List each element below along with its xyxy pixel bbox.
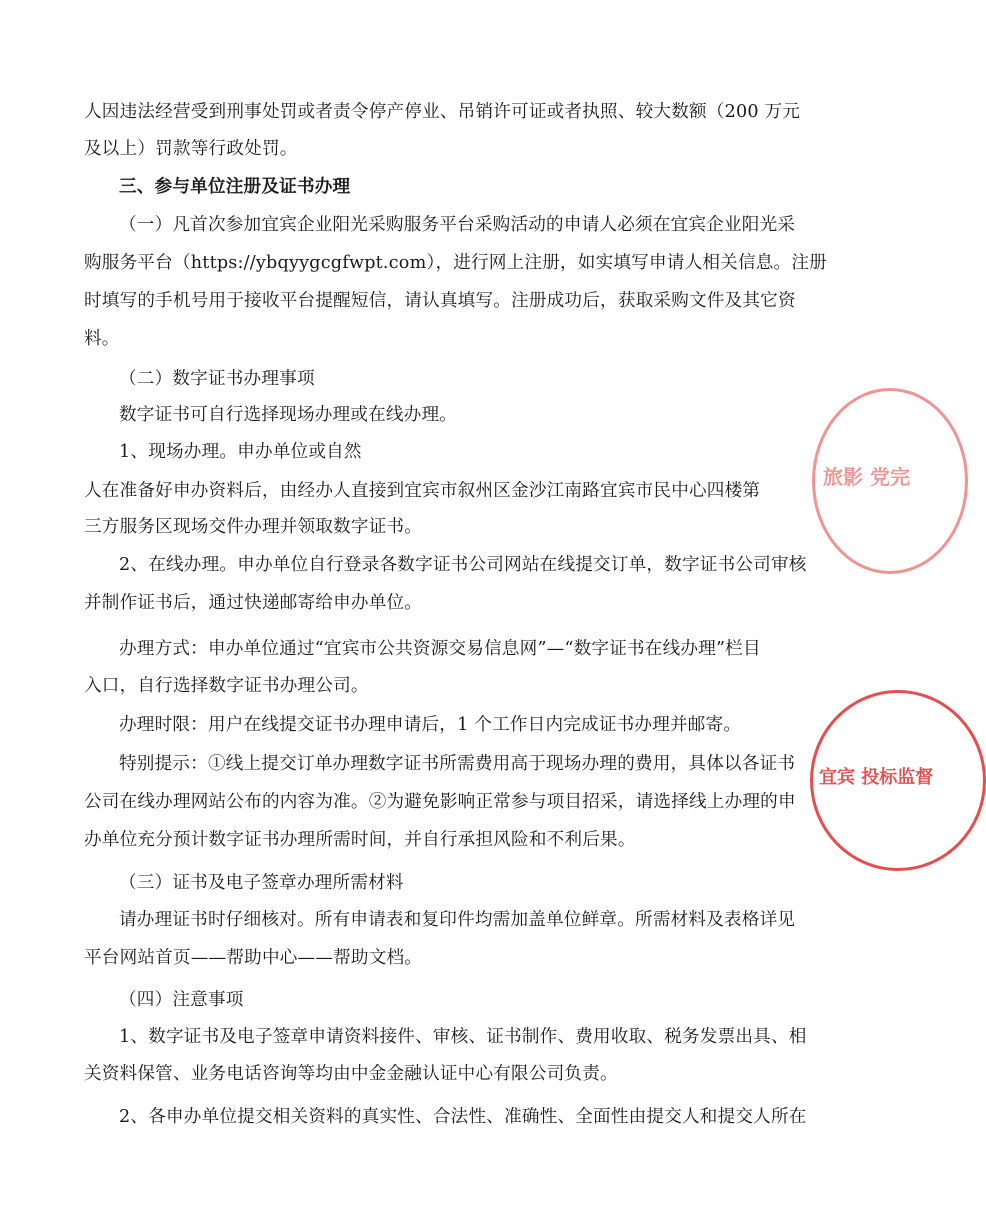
paragraph-line: 2、各申办单位提交相关资料的真实性、合法性、准确性、全面性由提交人和提交人所在 (119, 1107, 807, 1127)
red-seal-stamp (810, 690, 986, 871)
subsection-heading: （二）数字证书办理事项 (119, 369, 315, 389)
paragraph-line: 并制作证书后，通过快递邮寄给申办单位。 (84, 593, 423, 613)
paragraph-line: 人在准备好申办资料后，由经办人直接到宜宾市叙州区金沙江南路宜宾市民中心四楼第 (84, 481, 761, 501)
paragraph-line: 人因违法经营受到刑事处罚或者责令停产停业、吊销许可证或者执照、较大数额（200 万元 (84, 102, 801, 122)
paragraph-line: 请办理证书时仔细核对。所有申请表和复印件均需加盖单位鲜章。所需材料及表格详见 (119, 910, 796, 930)
paragraph-line: （一）凡首次参加宜宾企业阳光采购服务平台采购活动的申请人必须在宜宾企业阳光采 (119, 215, 796, 235)
section-heading: 三、参与单位注册及证书办理 (119, 176, 351, 197)
paragraph-line: 关资料保管、业务电话咨询等均由中金金融认证中心有限公司负责。 (84, 1064, 618, 1084)
paragraph-line: 办单位充分预计数字证书办理所需时间，并自行承担风险和不利后果。 (84, 830, 636, 850)
paragraph-line: 公司在线办理网站公布的内容为准。②为避免影响正常参与项目招采，请选择线上办理的申 (84, 792, 796, 812)
paragraph-line: 三方服务区现场交件办理并领取数字证书。 (84, 517, 423, 537)
seal-text: 旅影 党完 (823, 465, 910, 489)
paragraph-line: 时填写的手机号用于接收平台提醒短信，请认真填写。注册成功后，获取采购文件及其它资 (84, 291, 796, 311)
paragraph-line: 购服务平台（https://ybqyygcgfwpt.com），进行网上注册，如实填写申请人相关信息。注册 (84, 253, 827, 273)
paragraph-line: 数字证书可自行选择现场办理或在线办理。 (119, 405, 458, 425)
paragraph-line: 1、数字证书及电子签章申请资料接件、审核、证书制作、费用收取、税务发票出具、相 (119, 1027, 807, 1047)
subsection-heading: （三）证书及电子签章办理所需材料 (119, 873, 404, 893)
paragraph-line: 及以上）罚款等行政处罚。 (84, 139, 298, 159)
paragraph-line: 料。 (84, 329, 120, 349)
seal-text: 宜宾 投标监督 (819, 767, 934, 788)
paragraph-line: 办理时限：用户在线提交证书办理申请后，1 个工作日内完成证书办理并邮寄。 (119, 715, 742, 735)
paragraph-line: 办理方式：申办单位通过“宜宾市公共资源交易信息网”—“数字证书在线办理”栏目 (119, 639, 761, 659)
paragraph-line: 特别提示：①线上提交订单办理数字证书所需费用高于现场办理的费用，具体以各证书 (119, 754, 796, 774)
red-seal-stamp (812, 388, 968, 574)
subsection-heading: （四）注意事项 (119, 990, 244, 1010)
paragraph-line: 入口，自行选择数字证书办理公司。 (84, 676, 369, 696)
paragraph-line: 2、在线办理。申办单位自行登录各数字证书公司网站在线提交订单，数字证书公司审核 (119, 555, 807, 575)
paragraph-line: 1、现场办理。申办单位或自然 (119, 442, 362, 462)
paragraph-line: 平台网站首页——帮助中心——帮助文档。 (84, 948, 423, 968)
